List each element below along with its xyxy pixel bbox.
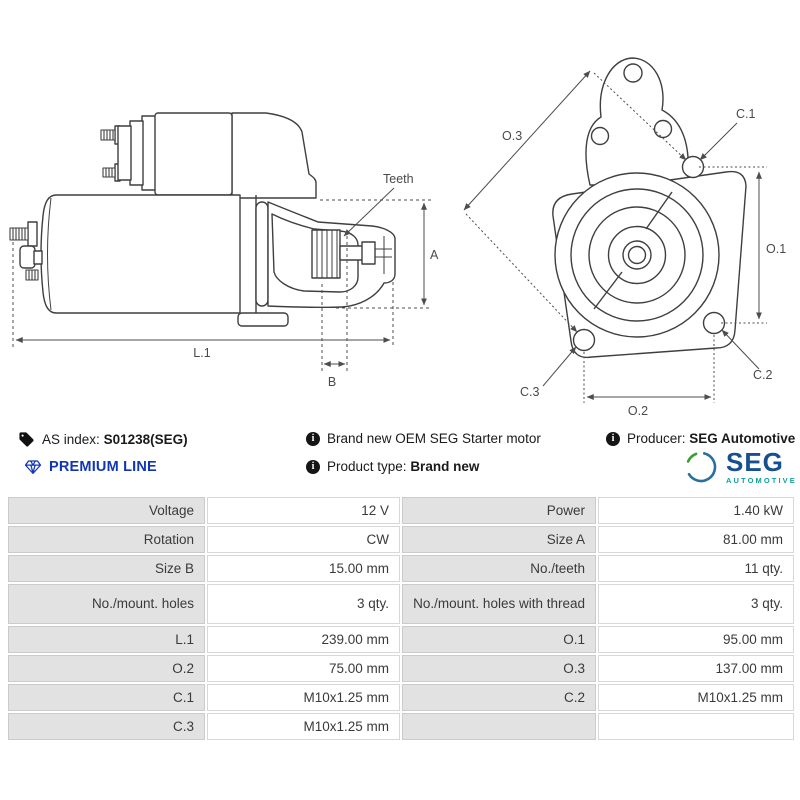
tag-icon xyxy=(18,431,35,448)
spec-value: 137.00 mm xyxy=(598,655,794,682)
spec-value: 239.00 mm xyxy=(207,626,400,653)
spec-value: M10x1.25 mm xyxy=(207,684,400,711)
spec-label: O.1 xyxy=(402,626,596,653)
spec-value: 1.40 kW xyxy=(598,497,794,524)
producer-label: Producer: xyxy=(627,431,686,446)
as-index xyxy=(18,431,188,448)
product-description-text: Brand new OEM SEG Starter motor xyxy=(327,431,541,446)
spec-value: 81.00 mm xyxy=(598,526,794,553)
spec-value xyxy=(598,713,794,740)
spec-label: Power xyxy=(402,497,596,524)
info-icon xyxy=(306,460,320,474)
spec-table xyxy=(8,497,792,740)
spec-value: 15.00 mm xyxy=(207,555,400,582)
producer xyxy=(606,431,795,446)
spec-value: 95.00 mm xyxy=(598,626,794,653)
spec-label: C.1 xyxy=(8,684,205,711)
starter-front-view-drawing xyxy=(440,30,800,420)
producer-text xyxy=(627,431,795,446)
info-icon xyxy=(606,432,620,446)
dim-label-c3: C.3 xyxy=(520,385,540,399)
spec-label: Voltage xyxy=(8,497,205,524)
spec-label: No./teeth xyxy=(402,555,596,582)
seg-logo-text: SEG xyxy=(726,447,784,477)
seg-logo-icon xyxy=(684,450,718,484)
spec-value: 11 qty. xyxy=(598,555,794,582)
spec-label: O.3 xyxy=(402,655,596,682)
spec-value: M10x1.25 mm xyxy=(207,713,400,740)
info-icon xyxy=(306,432,320,446)
spec-label: L.1 xyxy=(8,626,205,653)
product-description xyxy=(306,431,541,446)
seg-logo-subtext: AUTOMOTIVE xyxy=(726,476,797,485)
dim-label-c2: C.2 xyxy=(753,368,773,382)
spec-value: 3 qty. xyxy=(598,584,794,624)
spec-label xyxy=(402,713,596,740)
spec-label: C.3 xyxy=(8,713,205,740)
producer-value: SEG Automotive xyxy=(689,431,796,446)
dim-label-o3: O.3 xyxy=(502,129,523,143)
spec-label: Size B xyxy=(8,555,205,582)
spec-label: No./mount. holes xyxy=(8,584,205,624)
dim-label-teeth: Teeth xyxy=(383,172,414,186)
spec-label: Size A xyxy=(402,526,596,553)
starter-side-view-drawing xyxy=(0,30,440,420)
spec-value: 12 V xyxy=(207,497,400,524)
product-type xyxy=(306,459,479,474)
seg-logo-wordmark xyxy=(726,449,797,485)
spec-label: C.2 xyxy=(402,684,596,711)
spec-label: Rotation xyxy=(8,526,205,553)
dim-label-c1: C.1 xyxy=(736,107,756,121)
spec-value: 3 qty. xyxy=(207,584,400,624)
premium-line-label: PREMIUM LINE xyxy=(49,459,157,475)
product-type-value: Brand new xyxy=(410,459,480,474)
diamond-icon xyxy=(24,458,42,476)
spec-value: M10x1.25 mm xyxy=(598,684,794,711)
dim-label-l1: L.1 xyxy=(193,346,211,360)
seg-logo xyxy=(684,449,797,485)
as-index-text xyxy=(42,432,188,447)
premium-line-badge xyxy=(24,458,157,476)
spec-label: No./mount. holes with thread xyxy=(402,584,596,624)
dim-label-o2: O.2 xyxy=(627,404,649,418)
spec-label: O.2 xyxy=(8,655,205,682)
dim-label-a: A xyxy=(430,248,439,262)
dim-label-b: B xyxy=(327,375,337,389)
as-index-label: AS index: xyxy=(42,432,100,447)
product-type-text xyxy=(327,459,479,474)
as-index-value: S01238(SEG) xyxy=(103,432,188,447)
dim-label-o1: O.1 xyxy=(766,242,787,256)
spec-value: CW xyxy=(207,526,400,553)
product-type-label: Product type: xyxy=(327,459,407,474)
spec-value: 75.00 mm xyxy=(207,655,400,682)
